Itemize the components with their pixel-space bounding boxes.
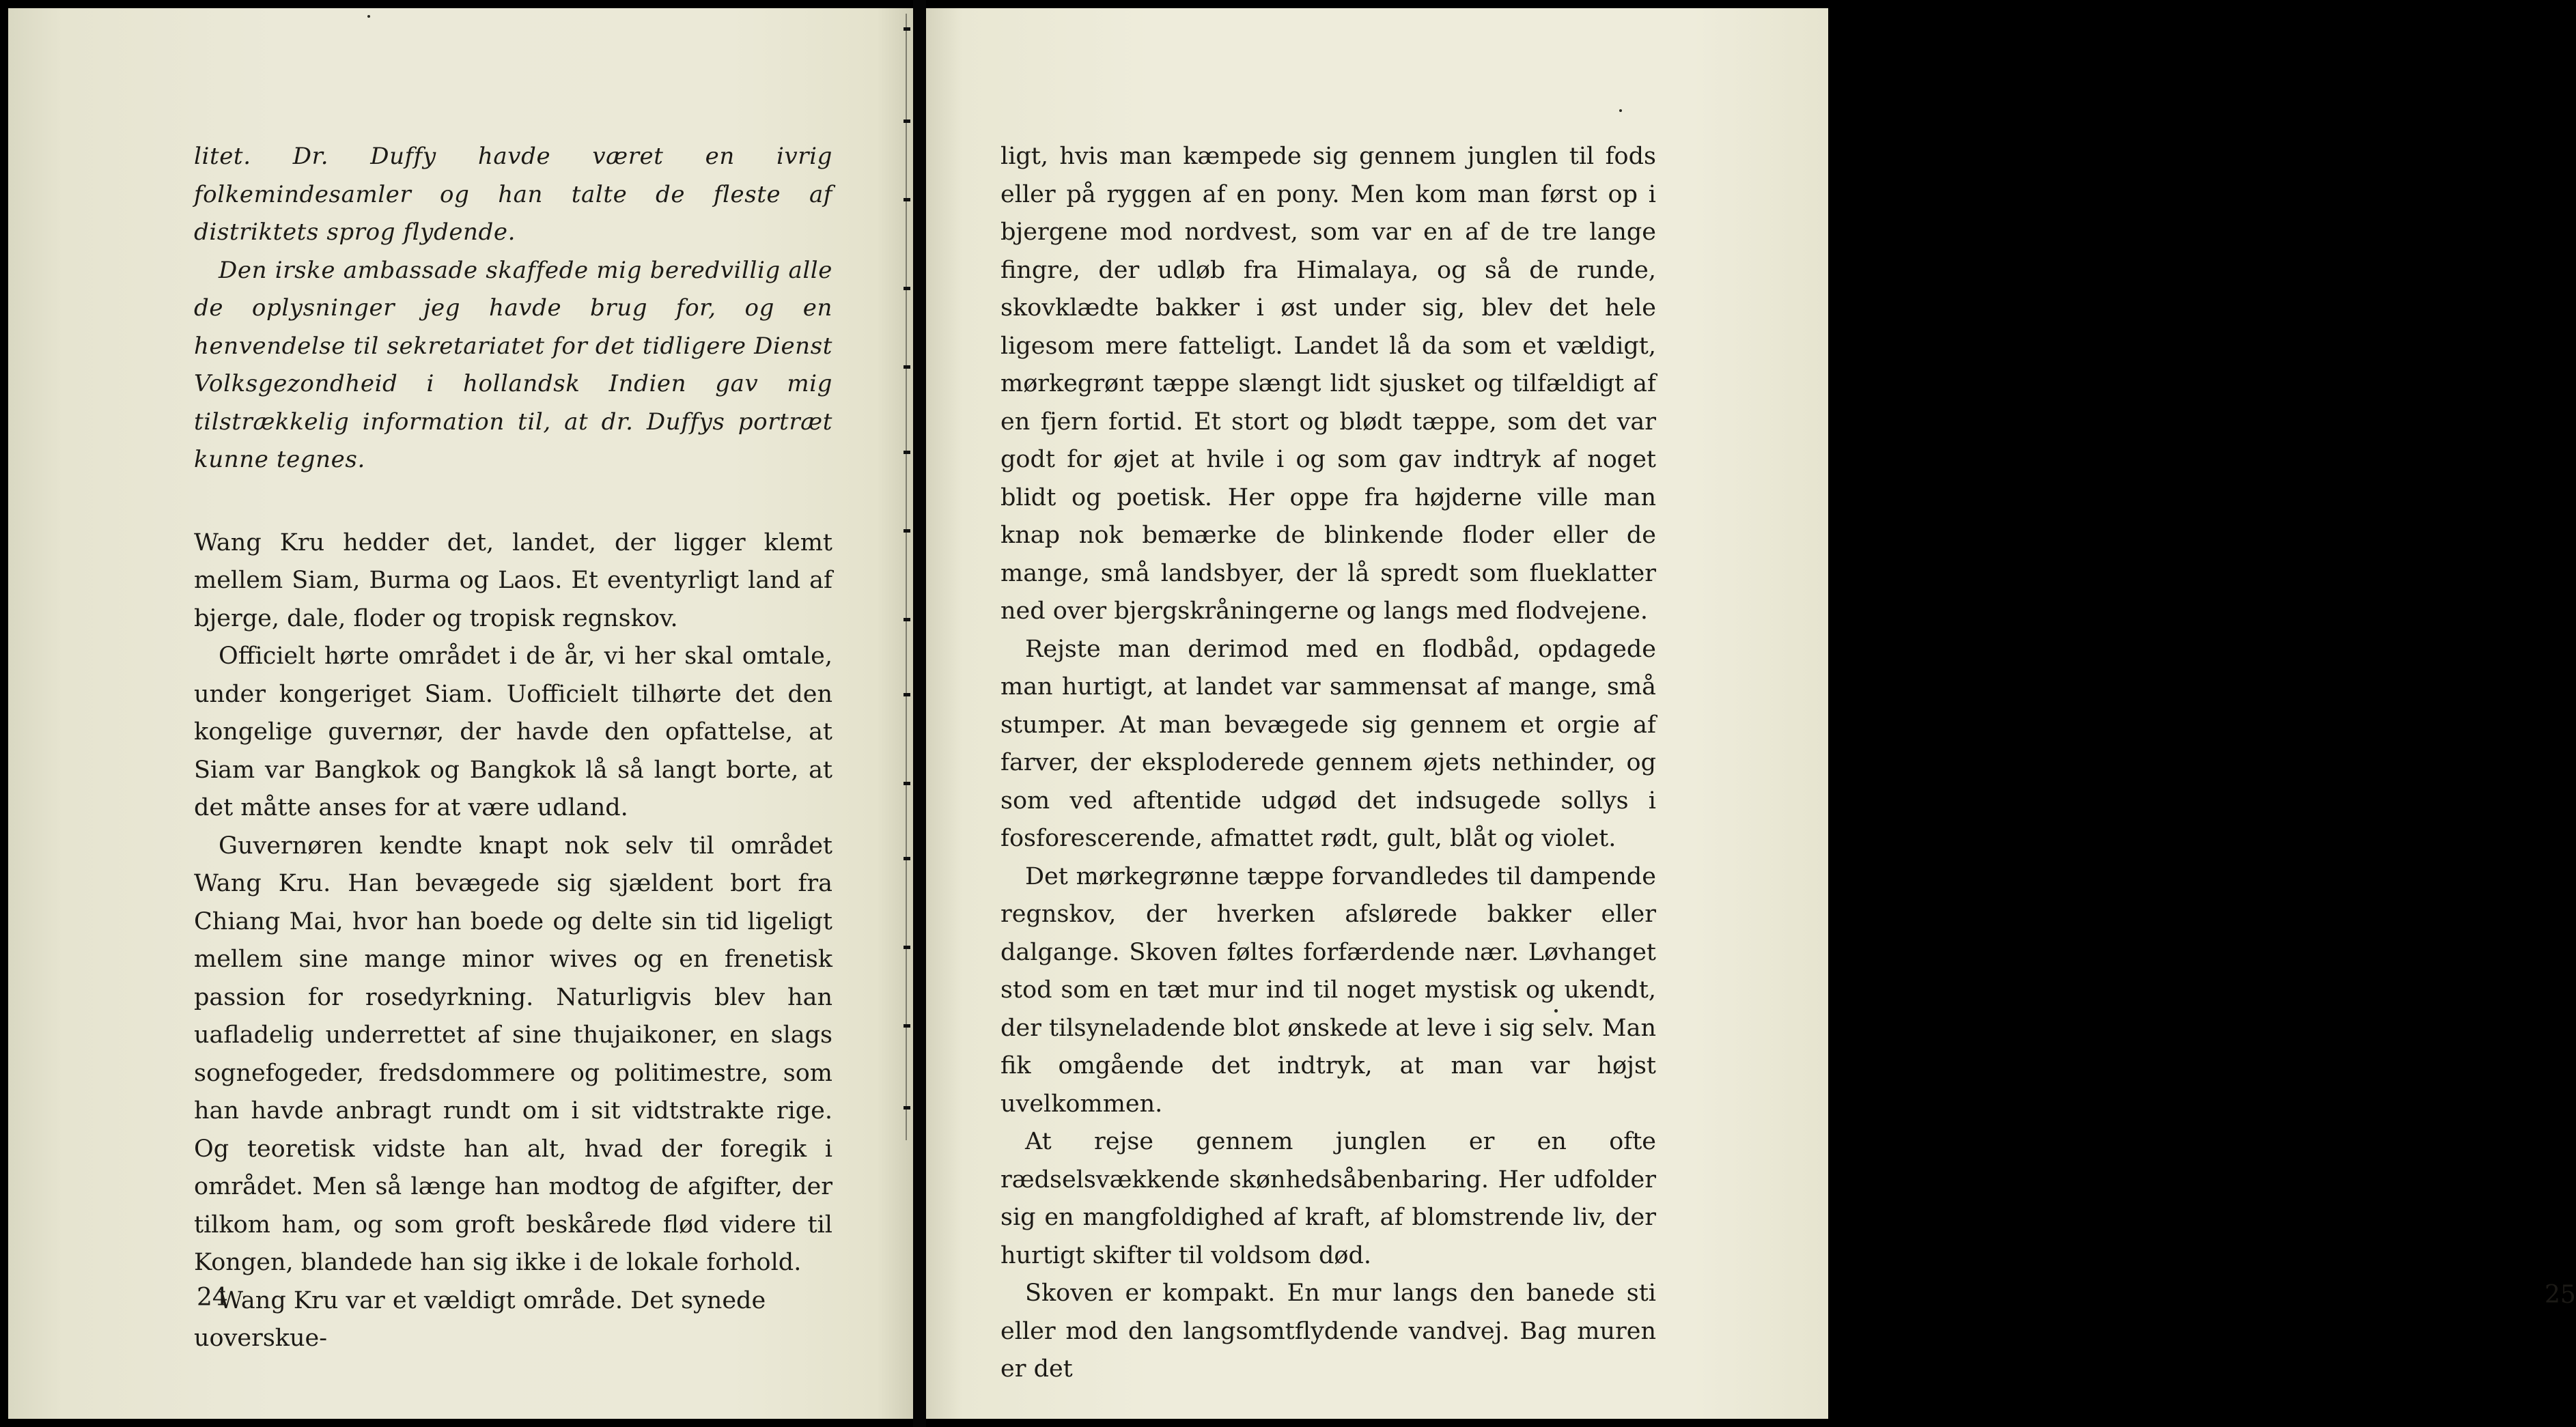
left-paragraph-3: Wang Kru hedder det, landet, der ligger klemt mellem Siam, Burma og Laos. Et eventyrligt land af bjerge, dale, floder og tropisk regnskov. — [194, 528, 832, 632]
right-paragraph-1: ligt, hvis man kæmpede sig gennem junglen til fods eller på ryggen af en pony. Men kom man først op i bjergene mod nordvest, som var en af de tre lange fingre, der udløb fra Himalaya, og så de runde, skovklædte bakker i øst under sig, blev det hele ligesom mere fatteligt. Landet lå da som et vældigt, mørkegrønt tæppe slængt lidt sjusket og tilfældigt af en fjern fortid. Et stort og blødt tæppe, som det var godt for øjet at hvile i og som gav indtryk af noget blidt og poetisk. Her oppe fra højderne ville man knap nok bemærke de blinkende floder eller de mange, små landsbyer, der lå spredt som flueklatter ned over bjergskråningerne og langs med flodvejene. — [1000, 143, 1656, 625]
left-page-text — [194, 138, 832, 1358]
binding-stitch — [904, 198, 910, 201]
right-page — [926, 8, 2576, 1419]
right-page-text — [1000, 138, 1656, 1389]
left-paragraph-2: Den irske ambassade skaffede mig beredvillig alle de oplysninger jeg havde brug for, og en henvendelse til sekretariatet for det tidligere Dienst Volksgezondheid i hollandsk Indien gav mig tilstrækkelig information til, at dr. Duffys portræt kunne tegnes. — [194, 256, 832, 473]
spine-gutter — [913, 0, 926, 1427]
binding-stitch — [904, 451, 910, 454]
left-paragraph-6: Wang Kru var et vældigt område. Det synede uoverskue- — [194, 1286, 766, 1352]
left-page — [8, 8, 913, 1419]
right-page-number: 25 — [2545, 1281, 2576, 1309]
binding-stitch — [904, 365, 910, 369]
binding-stitch — [904, 857, 910, 860]
page-speck — [367, 15, 370, 18]
binding-stitch — [904, 119, 910, 123]
page-speck — [1619, 109, 1622, 112]
binding-stitch — [904, 1024, 910, 1028]
binding-stitch — [904, 287, 910, 290]
right-paragraph-5: Skoven er kompakt. En mur langs den banede sti eller mod den langsomtflydende vandvej. Bag muren er det — [1000, 1280, 1656, 1383]
right-paragraph-4: At rejse gennem junglen er en ofte rædselsvækkende skønhedsåbenbaring. Her udfolder sig en mangfoldighed af kraft, af blomstrende liv, der hurtigt skifter til voldsom død. — [1000, 1128, 1656, 1269]
binding-stitch — [904, 529, 910, 533]
right-paragraph-2: Rejste man derimod med en flodbåd, opdagede man hurtigt, at landet var sammensat af mange, små stumper. At man bevægede sig gennem et orgie af farver, der eksploderede gennem øjets nethinder, og som ved aftentide udgød det indsugede sollys i fosforescerende, afmattet rødt, gult, blåt og violet. — [1000, 635, 1656, 852]
left-paragraph-5: Guvernøren kendte knapt nok selv til området Wang Kru. Han bevægede sig sjældent bort fra Chiang Mai, hvor han boede og delte sin tid ligeligt mellem sine mange minor wives og en frenetisk passion for rosedyrkning. Naturligvis blev han uafladelig underrettet af sine thujaikoner, en slags sognefogeder, fredsdommere og politimestre, som han havde anbragt rundt om i sit vidtstrakte rige. Og teoretisk vidste han alt, hvad der foregik i området. Men så længe han modtog de afgifter, der tilkom ham, og som groft beskårede flød videre til Kongen, blandede han sig ikke i de lokale forhold. — [194, 832, 832, 1276]
binding-stitch — [904, 618, 910, 621]
binding-stitch — [904, 1106, 910, 1110]
binding-stitch — [904, 27, 910, 31]
binding-stitch — [904, 946, 910, 949]
left-paragraph-4: Officielt hørte området i de år, vi her skal omtale, under kongeriget Siam. Uofficielt tilhørte det den kongelige guvernør, der havde den opfattelse, at Siam var Bangkok og Bangkok lå så langt borte, at det måtte anses for at være udland. — [194, 642, 832, 821]
binding-stitch — [904, 782, 910, 785]
binding-thread — [906, 14, 907, 1140]
right-paragraph-3: Det mørkegrønne tæppe forvandledes til dampende regnskov, der hverken afslørede bakker eller dalgange. Skoven føltes forfærdende nær. Løvhanget stod som en tæt mur ind til noget mystisk og ukendt, der tilsyneladende blot ønskede at leve i sig selv. Man fik omgående det indtryk, at man var højst uvelkommen. — [1000, 862, 1656, 1118]
left-paragraph-1: litet. Dr. Duffy havde været en ivrig folkemindesamler og han talte de fleste af distriktets sprog flydende. — [194, 143, 832, 246]
binding-stitch — [904, 693, 910, 696]
left-page-number: 24 — [197, 1284, 228, 1312]
page-speck — [1554, 1009, 1558, 1013]
